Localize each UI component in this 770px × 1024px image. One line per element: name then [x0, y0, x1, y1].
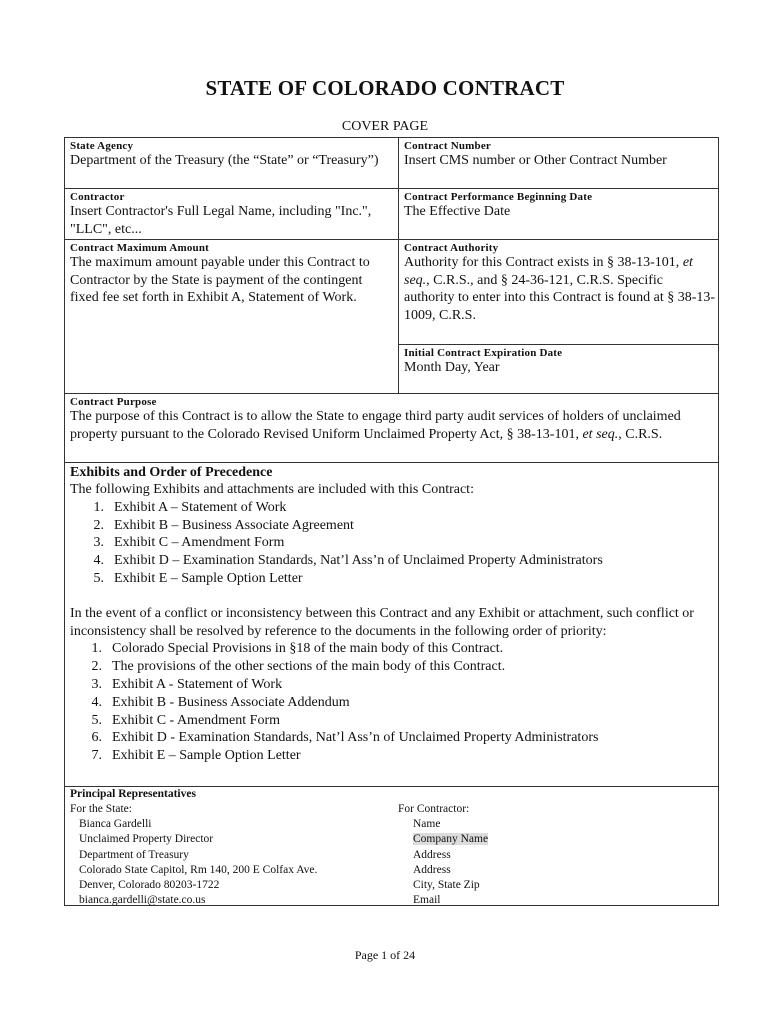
contractor-rep-line: Email — [413, 894, 441, 907]
contractor-rep-line: City, State Zip — [413, 879, 480, 892]
conflict-text: In the event of a conflict or inconsistency between this Contract and any Exhibit or attachment, such conflict or inconsistency shall be resolved by reference to the documents in the following order of priority: — [70, 605, 694, 639]
priority-list-item: 1. Colorado Special Provisions in §18 of the main body of this Contract. — [91, 641, 504, 657]
priority-list-item: 7. Exhibit E – Sample Option Letter — [91, 748, 301, 764]
state-agency-cell — [70, 139, 393, 170]
state-representative — [70, 802, 390, 908]
state-rep-line: bianca.gardelli@state.co.us — [79, 894, 206, 907]
contractor-value: Insert Contractor's Full Legal Name, including "Inc.", "LLC", etc... — [70, 204, 372, 237]
contractor-cell — [70, 190, 393, 238]
state-rep-line: Department of Treasury — [79, 848, 189, 861]
contract-number-value: Insert CMS number or Other Contract Number — [404, 153, 667, 168]
performance-date-label: Contract Performance Beginning Date — [404, 191, 593, 203]
priority-list-item: 5. Exhibit C - Amendment Form — [91, 712, 280, 728]
authority-label: Contract Authority — [404, 242, 499, 254]
priority-list-item: 6. Exhibit D - Examination Standards, Nat’l Ass’n of Unclaimed Property Administrators — [91, 730, 599, 746]
performance-date-cell — [404, 190, 716, 221]
cover-info-grid — [64, 137, 719, 463]
state-rep-line: Unclaimed Property Director — [79, 833, 214, 846]
principal-representatives-section — [64, 787, 719, 906]
max-amount-cell — [70, 241, 393, 307]
max-amount-label: Contract Maximum Amount — [70, 242, 210, 254]
purpose-text: The purpose of this Contract is to allow the State to engage third party audit services of holders of unclaimed property pursuant to the Colorado Revised Uniform Unclaimed Property Act, § 38-13-101, et seq., C.R.S. — [70, 409, 681, 442]
document-title: STATE OF COLORADO CONTRACT — [205, 76, 565, 100]
purpose-label: Contract Purpose — [70, 396, 157, 408]
max-amount-value: The maximum amount payable under this Contract to Contractor by the State is payment of the contingent fixed fee set forth in Exhibit A, Statement of Work. — [70, 255, 370, 305]
contractor-rep-line: Name — [413, 818, 441, 831]
exhibit-list — [76, 499, 713, 588]
state-agency-label: State Agency — [70, 140, 134, 152]
contract-number-label: Contract Number — [404, 140, 492, 152]
exhibits-section — [64, 463, 719, 787]
performance-date-value: The Effective Date — [404, 204, 511, 219]
state-rep-line: Denver, Colorado 80203-1722 — [79, 879, 220, 892]
exhibit-list-item: 3. Exhibit C – Amendment Form — [93, 535, 285, 551]
exhibits-intro: The following Exhibits and attachments are included with this Contract: — [70, 482, 474, 497]
contractor-rep-line: Address — [413, 848, 451, 861]
exhibit-list-item: 5. Exhibit E – Sample Option Letter — [93, 570, 303, 586]
state-rep-line: Bianca Gardelli — [79, 818, 152, 831]
state-rep-label: For the State: — [70, 803, 132, 815]
priority-list-item: 4. Exhibit B - Business Associate Addendum — [91, 694, 350, 710]
contractor-representative — [398, 802, 698, 908]
contract-number-cell — [404, 139, 716, 170]
authority-cell — [404, 241, 716, 324]
contractor-rep-label: For Contractor: — [398, 803, 470, 815]
exhibits-heading: Exhibits and Order of Precedence — [70, 465, 273, 480]
contractor-rep-line: Company Name — [413, 833, 489, 846]
exhibit-list-item: 4. Exhibit D – Examination Standards, Nat’l Ass’n of Unclaimed Property Administrators — [93, 553, 603, 569]
priority-list-item: 2. The provisions of the other sections of the main body of this Contract. — [91, 659, 506, 675]
expiration-label: Initial Contract Expiration Date — [404, 347, 563, 359]
state-agency-value: Department of the Treasury (the “State” or “Treasury”) — [70, 153, 379, 168]
purpose-cell — [70, 395, 715, 443]
contractor-label: Contractor — [70, 191, 125, 203]
representatives-heading: Principal Representatives — [70, 788, 196, 800]
priority-list — [74, 640, 713, 765]
exhibit-list-item: 2. Exhibit B – Business Associate Agreement — [93, 517, 354, 533]
expiration-value: Month Day, Year — [404, 360, 500, 375]
page-number: Page 1 of 24 — [354, 948, 416, 962]
contractor-rep-line: Address — [413, 863, 451, 876]
priority-list-item: 3. Exhibit A - Statement of Work — [91, 676, 283, 692]
expiration-cell — [404, 346, 716, 377]
authority-value: Authority for this Contract exists in § 38-13-101, et seq., C.R.S., and § 24-36-121, C.R.S. Specific authority to enter into this Contract is found at § 38-13-1009, C.R.S. — [404, 255, 716, 323]
cover-page-subtitle: COVER PAGE — [341, 119, 429, 134]
state-rep-line: Colorado State Capitol, Rm 140, 200 E Colfax Ave. — [79, 863, 318, 876]
exhibit-list-item: 1. Exhibit A – Statement of Work — [93, 499, 287, 515]
